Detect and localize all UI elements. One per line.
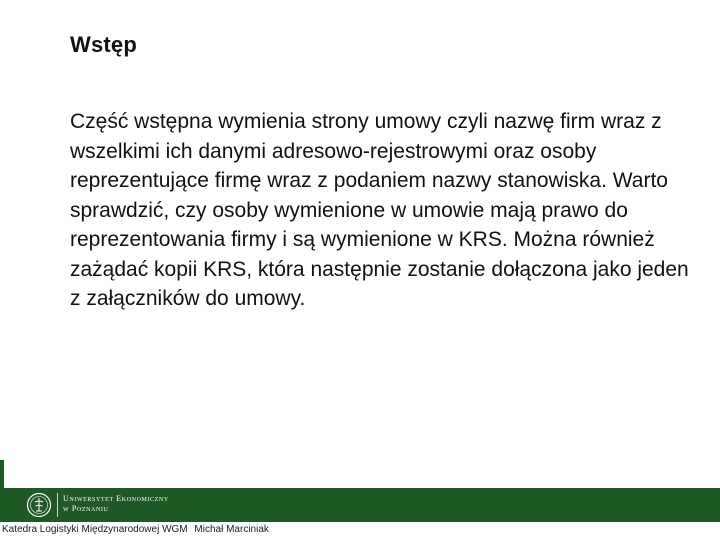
- university-name-line2: w Poznaniu: [63, 504, 109, 513]
- logo-divider: [57, 493, 58, 517]
- footer-edge-accent: [0, 460, 4, 488]
- footer-caption: [2, 524, 269, 535]
- slide-body-text: Część wstępna wymienia strony umowy czyli nazwę firm wraz z wszelkimi ich danymi adresowo-rejestrowymi oraz osoby reprezentujące firmę wraz z podaniem nazwy stanowiska. Warto sprawdzić, czy osoby wymienione w umowie mają prawo do reprezentowania firmy i są wymienione w KRS. Można również zażądać kopii KRS, która następnie zostanie dołączona jako jeden z załączników do umowy.: [70, 110, 689, 310]
- slide-title: Wstęp: [70, 32, 137, 57]
- author-name: Michał Marciniak: [194, 524, 269, 535]
- university-name: [63, 494, 169, 514]
- department-name: Katedra Logistyki Międzynarodowej WGM: [2, 524, 188, 535]
- university-crest-icon: [26, 492, 52, 518]
- university-name-line1: Uniwersytet Ekonomiczny: [63, 494, 169, 503]
